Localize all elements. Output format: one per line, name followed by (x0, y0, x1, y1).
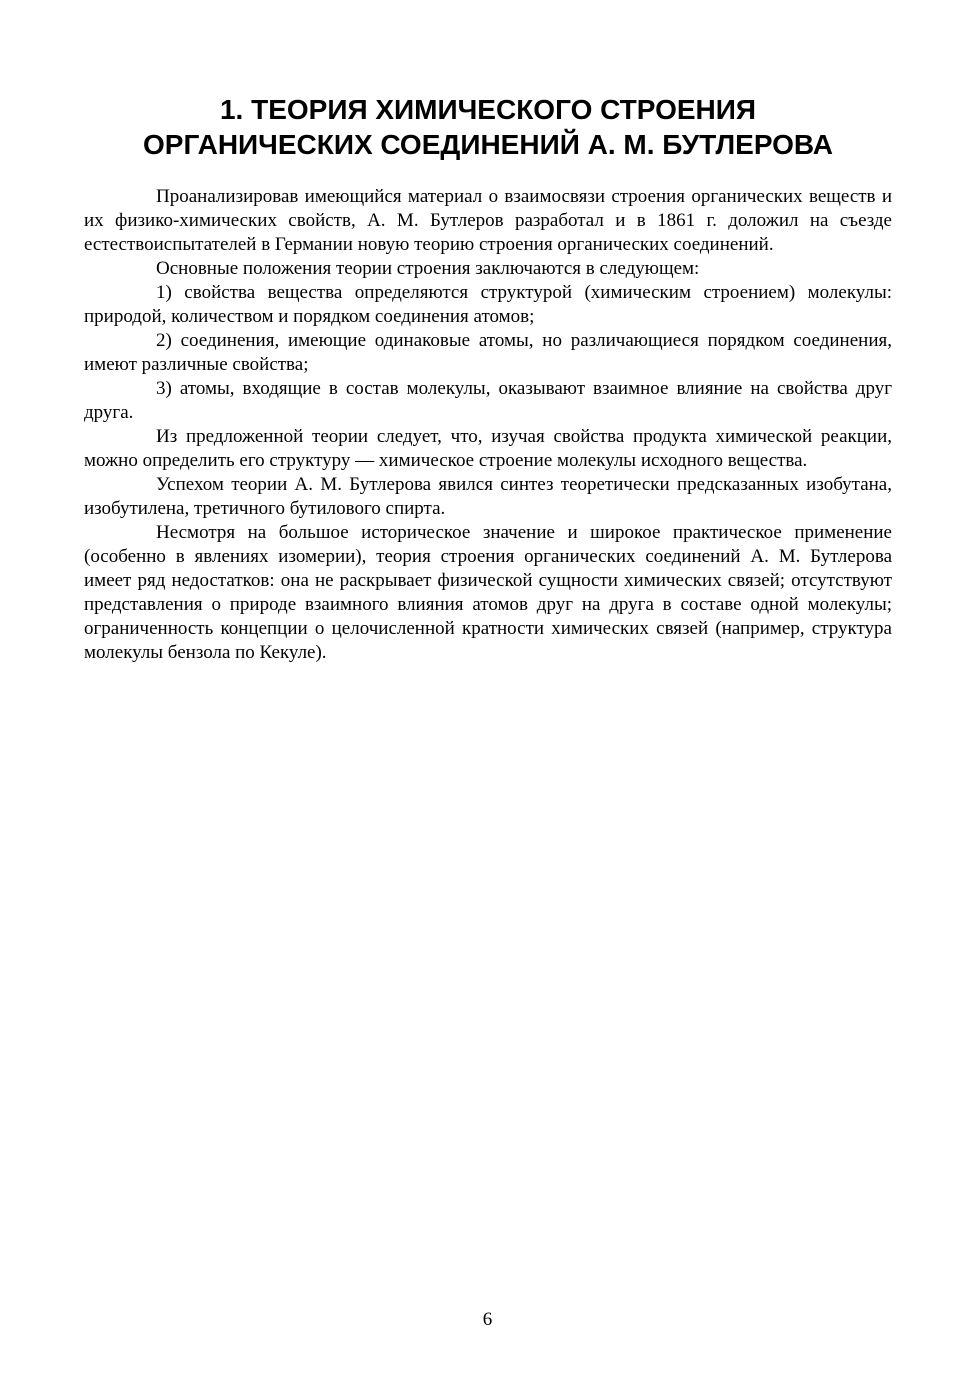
paragraph-principle-1: 1) свойства вещества определяются структурой (химическим строением) молекулы: природой, количеством и порядком соединения атомов; (84, 282, 892, 327)
paragraph-shortcomings: Несмотря на большое историческое значение и широкое практическое применение (особенно в явлениях изомерии), теория строения органических соединений А. М. Бутлерова имеет ряд недостатков: она не раскрывает физической сущности химических связей; отсутствуют представления о природе взаимного влияния атомов друг на друга в составе одной молекулы; ограниченность концепции о целочисленной кратности химических связей (например, структура молекулы бензола по Кекуле). (84, 522, 892, 663)
chapter-title (84, 92, 892, 162)
paragraph-main-principles: Основные положения теории строения заключаются в следующем: (156, 258, 700, 279)
paragraph-principle-2: 2) соединения, имеющие одинаковые атомы, но различающиеся порядком соединения, имеют различные свойства; (84, 330, 892, 375)
paragraph-success: Успехом теории А. М. Бутлерова явился синтез теоретически предсказанных изобутана, изобутилена, третичного бутилового спирта. (84, 474, 892, 519)
page-number: 6 (482, 1309, 493, 1330)
chapter-title-line-1: 1. ТЕОРИЯ ХИМИЧЕСКОГО СТРОЕНИЯ (219, 94, 756, 125)
paragraph-principle-3: 3) атомы, входящие в состав молекулы, оказывают взаимное влияние на свойства друг друга. (84, 378, 892, 423)
paragraph-intro: Проанализировав имеющийся материал о взаимосвязи строения органических веществ и их физико-химических свойств, А. М. Бутлеров разработал и в 1861 г. доложил на съезде естествоиспытателей в Германии новую теорию строения органических соединений. (84, 186, 892, 255)
chapter-title-line-2: ОРГАНИЧЕСКИХ СОЕДИНЕНИЙ А. М. БУТЛЕРОВА (143, 129, 833, 160)
body-text (84, 185, 892, 665)
paragraph-consequence: Из предложенной теории следует, что, изучая свойства продукта химической реакции, можно определить его структуру — химическое строение молекулы исходного вещества. (84, 426, 892, 471)
